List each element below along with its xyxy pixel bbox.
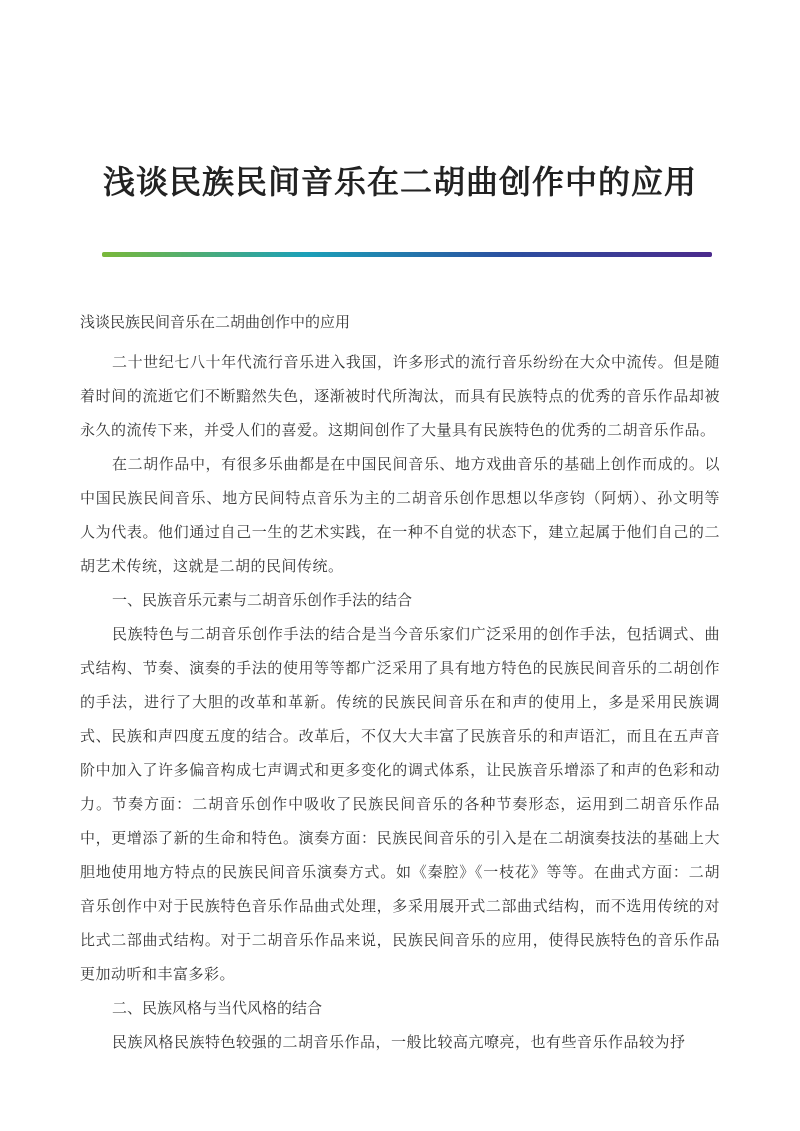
section-heading-2: 二、民族风格与当代风格的结合 <box>112 999 323 1017</box>
paragraph-erhu-works: 在二胡作品中，有很多乐曲都是在中国民间音乐、地方戏曲音乐的基础上创作而成的。以中国民族民间音乐、地方民间特点音乐为主的二胡音乐创作思想以华彦钧（阿炳）、孙文明等人为代表。他们通过自己一生的艺术实践，在一种不自觉的状态下，建立起属于他们自己的二胡艺术传统，这就是二胡的民间传统。 <box>80 455 720 575</box>
document-heading: 浅谈民族民间音乐在二胡曲创作中的应用 <box>80 313 351 331</box>
page-title: 浅谈民族民间音乐在二胡曲创作中的应用 <box>102 163 697 201</box>
paragraph-intro: 二十世纪七八十年代流行音乐进入我国，许多形式的流行音乐纷纷在大众中流传。但是随着时间的流逝它们不断黯然失色，逐渐被时代所淘汰，而具有民族特点的优秀的音乐作品却被永久的流传下来，并受人们的喜爱。这期间创作了大量具有民族特色的优秀的二胡音乐作品。 <box>80 353 720 439</box>
paragraph-section-1: 民族特色与二胡音乐创作手法的结合是当今音乐家们广泛采用的创作手法，包括调式、曲式结构、节奏、演奏的手法的使用等等都广泛采用了具有地方特色的民族民间音乐的二胡创作的手法，进行了大胆的改革和革新。传统的民族民间音乐在和声的使用上，多是采用民族调式、民族和声四度五度的结合。改革后，不仅大大丰富了民族音乐的和声语汇，而且在五声音阶中加入了许多偏音构成七声调式和更多变化的调式体系，让民族音乐增添了和声的色彩和动力。节奏方面：二胡音乐创作中吸收了民族民间音乐的各种节奏形态，运用到二胡音乐作品中，更增添了新的生命和特色。演奏方面：民族民间音乐的引入是在二胡演奏技法的基础上大胆地使用地方特点的民族民间音乐演奏方式。如《秦腔》《一枝花》等等。在曲式方面：二胡音乐创作中对于民族特色音乐作品曲式处理，多采用展开式二部曲式结构，而不选用传统的对比式二部曲式结构。对于二胡音乐作品来说，民族民间音乐的应用，使得民族特色的音乐作品更加动听和丰富多彩。 <box>80 625 720 983</box>
section-heading-1: 一、民族音乐元素与二胡音乐创作手法的结合 <box>112 591 413 609</box>
title-gradient-rule <box>102 252 712 257</box>
document-body <box>80 305 720 1059</box>
paragraph-section-2: 民族风格民族特色较强的二胡音乐作品，一般比较高亢嘹亮，也有些音乐作品较为抒 <box>112 1033 686 1051</box>
